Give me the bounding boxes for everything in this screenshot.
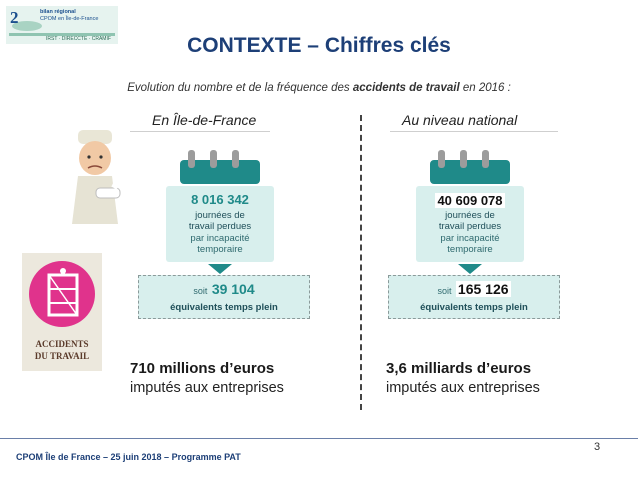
- subtitle-after: en 2016 :: [459, 82, 511, 94]
- left-fte-band: [138, 275, 310, 319]
- right-days-lost: 40 609 078: [437, 193, 503, 208]
- left-fte-row: [139, 281, 309, 299]
- subtitle-before: Evolution du nombre et de la fréquence des: [127, 82, 353, 94]
- left-calendar-ring: [232, 150, 239, 168]
- slide-subtitle: [0, 82, 638, 94]
- footer-rule: [0, 438, 638, 439]
- right-fte: 165 126: [457, 281, 509, 297]
- badge-line-1: ACCIDENTS: [35, 339, 89, 349]
- right-cost: 3,6 milliards d’euros: [386, 360, 532, 377]
- left-arrow-down-icon: [208, 264, 232, 274]
- right-days-label-4: temporaire: [447, 244, 493, 255]
- right-heading: Au niveau national: [402, 112, 518, 128]
- left-soit: soit: [193, 286, 208, 296]
- logo-line-1: bilan régional: [40, 9, 76, 15]
- slide-title: CONTEXTE – Chiffres clés: [187, 34, 451, 57]
- page-number: 3: [594, 441, 601, 453]
- left-calendar-ring: [210, 150, 217, 168]
- left-days-label-3: par incapacité: [190, 233, 250, 244]
- right-arrow-down-icon: [458, 264, 482, 274]
- right-days-lost-wrap: [416, 192, 524, 210]
- injured-worker-illustration: [66, 128, 130, 228]
- right-fte-band: [388, 275, 560, 319]
- right-days-label-3: par incapacité: [440, 233, 500, 244]
- subtitle-emphasis: accidents de travail: [352, 82, 460, 94]
- right-days-label-2: travail perdues: [438, 221, 502, 232]
- footer-text: CPOM Île de France – 25 juin 2018 – Programme PAT: [16, 452, 241, 462]
- left-days-label-1: journées de: [195, 210, 245, 221]
- right-calendar-ring: [482, 150, 489, 168]
- left-cost: 710 millions d’euros: [130, 360, 275, 377]
- right-cost-sub: imputés aux entreprises: [386, 380, 540, 396]
- logo-line-3: IRST · DIRECCTE · CRAMIF: [46, 36, 111, 42]
- left-cost-sub: imputés aux entreprises: [130, 380, 284, 396]
- right-days-label-1: journées de: [445, 210, 495, 221]
- left-days-label-4: temporaire: [197, 244, 243, 255]
- left-heading: En Île-de-France: [152, 112, 257, 128]
- scaffold-icon: [29, 261, 95, 327]
- right-fte-label: équivalents temps plein: [420, 302, 528, 313]
- left-days-label-2: travail perdues: [188, 221, 252, 232]
- accidents-badge: [22, 253, 102, 371]
- left-fte: 39 104: [211, 281, 255, 297]
- left-calendar-ring: [188, 150, 195, 168]
- right-soit: soit: [437, 286, 452, 296]
- right-calendar-ring: [438, 150, 445, 168]
- badge-circle: [29, 261, 95, 327]
- column-divider: [360, 115, 362, 410]
- left-fte-label: équivalents temps plein: [170, 302, 278, 313]
- left-heading-rule: [130, 131, 270, 132]
- logo-number: 2: [10, 8, 19, 27]
- right-fte-row: [389, 281, 559, 299]
- badge-line-2: DU TRAVAIL: [34, 351, 90, 361]
- right-heading-rule: [390, 131, 558, 132]
- left-days-panel: [166, 186, 274, 262]
- logo-line-2: CPOM en Île-de-France: [40, 16, 99, 22]
- right-calendar-ring: [460, 150, 467, 168]
- right-days-panel: [416, 186, 524, 262]
- left-days-lost: 8 016 342: [191, 192, 249, 207]
